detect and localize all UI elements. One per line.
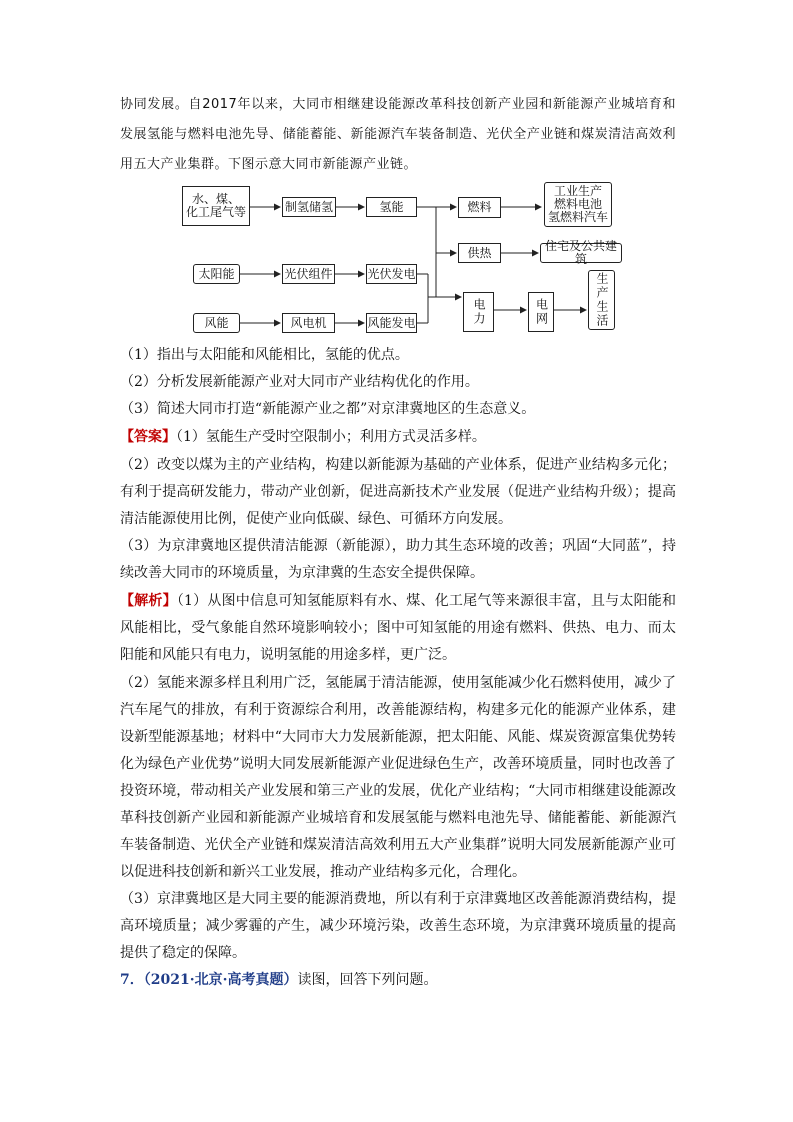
question-3: （3）简述大同市打造“新能源产业之都”对京津冀地区的生态意义。 [120, 401, 536, 417]
analysis-label: 【解析】 [120, 593, 177, 609]
fuel-box: 燃料 [458, 197, 501, 218]
wind-turbine-box: 风电机 [282, 313, 335, 333]
question-number: 7． [120, 972, 144, 988]
intro-paragraph: 协同发展。自2017年以来，大同市相继建设能源改革科技创新产业园和新能源产业城培育和发展氢能与燃料电池先导、储能蓄能、新能源汽车装备制造、光伏全产业链和煤炭清洁高效利用五大产业集群。下图示意大同市新能源产业链。 [120, 97, 676, 172]
answer-1-paragraph [120, 424, 676, 451]
answer-2: （2）改变以煤为主的产业结构，构建以新能源为基础的产业体系，促进产业结构多元化；有利于提高研发能力，带动产业创新，促进高新技术产业发展（促进产业结构升级）；提高清洁能源使用比例，促使产业向低碳、绿色、可循环方向发展。 [120, 457, 676, 527]
question-text: 读图，回答下列问题。 [297, 972, 438, 988]
life-box: 生产生活 [588, 270, 615, 330]
heating-uses-box: 住宅及公共建筑 [540, 243, 622, 263]
analysis-2: （2）氢能来源多样且利用广泛，氢能属于清洁能源，使用氢能减少化石燃料使用，减少了汽车尾气的排放，有利于资源综合利用，改善能源结构，构建多元化的能源产业体系，建设新型能源基地；材料中“大同市大力发展新能源，把太阳能、风能、煤炭资源富集优势转化为绿色产业优势”说明大同发展新能源产业促进绿色生产，改善环境质量，同时也改善了投资环境，带动相关产业发展和第三产业的发展，优化产业结构；“大同市相继建设能源改革科技创新产业园和新能源产业城培育和发展氢能与燃料电池先导、储能蓄能、新能源汽车装备制造、光伏全产业链和煤炭清洁高效利用五大产业集群”说明大同发展新能源产业可以促进科技创新和新兴工业发展，推动产业结构多元化，合理化。 [120, 675, 676, 880]
answer-1: （1）氢能生产受时空限制小；利用方式灵活多样。 [176, 429, 486, 445]
heating-box: 供热 [458, 243, 501, 263]
pv-power-box: 光伏发电 [366, 264, 417, 284]
answer-3: （3）为京津冀地区提供清洁能源（新能源），助力其生态环境的改善；巩固“大同蓝”，持续改善大同市的环境质量，为京津冀的生态安全提供保障。 [120, 538, 676, 581]
analysis-1: （1）从图中信息可知氢能原料有水、煤、化工尾气等来源很丰富，且与太阳能和风能相比，受气象能自然环境影响较小；图中可知氢能的用途有燃料、供热、电力、而太阳能和风能只有电力，说明氢能的用途多样，更广泛。 [120, 593, 677, 663]
question-1: （1）指出与太阳能和风能相比，氢能的优点。 [120, 347, 409, 363]
question-2: （2）分析发展新能源产业对大同市产业结构优化的作用。 [120, 374, 479, 390]
next-question [120, 967, 676, 994]
wind-power-box: 风能发电 [366, 313, 417, 333]
source-water-coal: 水、煤、 化工尾气等 [182, 186, 250, 226]
analysis-3: （3）京津冀地区是大同主要的能源消费地，所以有利于京津冀地区改善能源消费结构，提高环境质量；减少雾霾的产生，减少环境污染，改善生态环境，为京津冀环境质量的提高提供了稳定的保障。 [120, 891, 676, 961]
fuel-uses-box: 工业生产 燃料电池 氢燃料汽车 [544, 182, 612, 227]
source-wind: 风能 [193, 313, 240, 333]
analysis-1-paragraph [120, 588, 676, 669]
hydrogen-prep-box: 制氢储氢 [282, 197, 336, 217]
pv-module-box: 光伏组件 [282, 264, 335, 284]
industry-chain-diagram [180, 180, 630, 338]
answer-label: 【答案】 [120, 429, 176, 445]
grid-box: 电网 [528, 292, 554, 332]
electricity-box: 电力 [463, 292, 494, 332]
source-solar: 太阳能 [193, 264, 240, 284]
hydrogen-box: 氢能 [366, 197, 417, 217]
question-source: （2021·北京·高考真题） [143, 972, 298, 988]
